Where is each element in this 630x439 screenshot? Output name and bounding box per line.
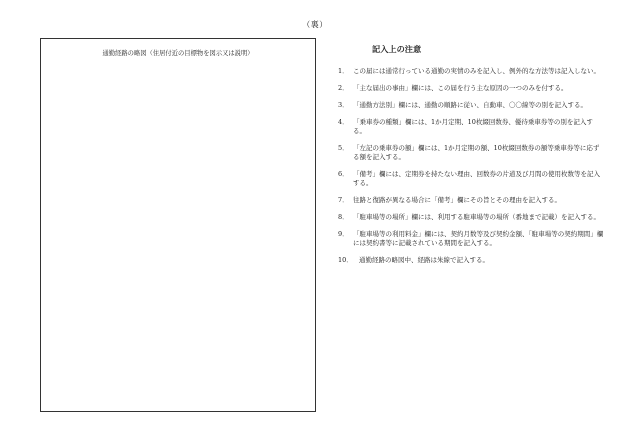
note-item [338, 67, 604, 76]
note-number: 3． [338, 100, 349, 109]
note-text: 通勤経路の略図中、経路は朱線で記入する。 [359, 256, 489, 265]
route-map-box[interactable] [40, 38, 316, 412]
note-text: 「左記の乗車券の額」欄には、1か月定期の額、10枚綴回数券の額等乗車券等に応ずる額を記入する。 [353, 143, 600, 162]
notes-title: 記入上の注意 [372, 44, 422, 54]
note-item [338, 170, 604, 189]
note-item [338, 256, 604, 265]
note-item [338, 144, 604, 163]
note-number: 4． [338, 117, 349, 126]
note-number: 2． [338, 83, 349, 92]
note-text: 「駐車場等の場所」欄には、利用する駐車場等の場所（番地まで記載）を記入する。 [353, 213, 600, 222]
note-item [338, 196, 604, 205]
note-item [338, 230, 604, 249]
note-text: 「駐車場等の利用料金」欄には、契約月数等及び契約金額、「駐車場等の契約期間」欄には契約書等に記載されている期間を記入する。 [353, 230, 604, 248]
note-number: 5． [338, 143, 349, 152]
page-side-label: （裏） [302, 20, 328, 29]
note-text: 「備考」欄には、定期券を持たない理由、回数券の片道及び月間の使用枚数等を記入する。 [353, 170, 600, 188]
note-number: 1． [338, 67, 349, 75]
note-item [338, 101, 604, 110]
note-number: 9． [338, 230, 349, 239]
note-number: 7． [338, 196, 349, 205]
note-item [338, 118, 604, 137]
notes-section [338, 44, 604, 273]
note-text: この届には通常行っている通勤の実情のみを記入し、例外的な方法等は記入しない。 [353, 67, 600, 75]
note-number: 10． [338, 256, 353, 265]
note-text: 「通勤方法別」欄には、通勤の順路に従い、自動車、〇〇線等の別を記入する。 [353, 100, 587, 109]
note-text: 「乗車券の種類」欄には、1か月定期、10枚綴回数券、優待乗車券等の別を記入する。 [353, 117, 593, 135]
note-text: 往路と復路が異なる場合に「備考」欄にその旨とその理由を記入する。 [353, 196, 561, 205]
note-item [338, 84, 604, 93]
note-number: 6． [338, 170, 349, 179]
note-number: 8． [338, 213, 349, 222]
note-item [338, 213, 604, 222]
route-map-caption: 通勤経路の略図（住居付近の目標物を図示又は説明） [102, 50, 254, 57]
note-text: 「主な届出の事由」欄には、この届を行う主な原因の一つのみを付する。 [353, 83, 568, 92]
